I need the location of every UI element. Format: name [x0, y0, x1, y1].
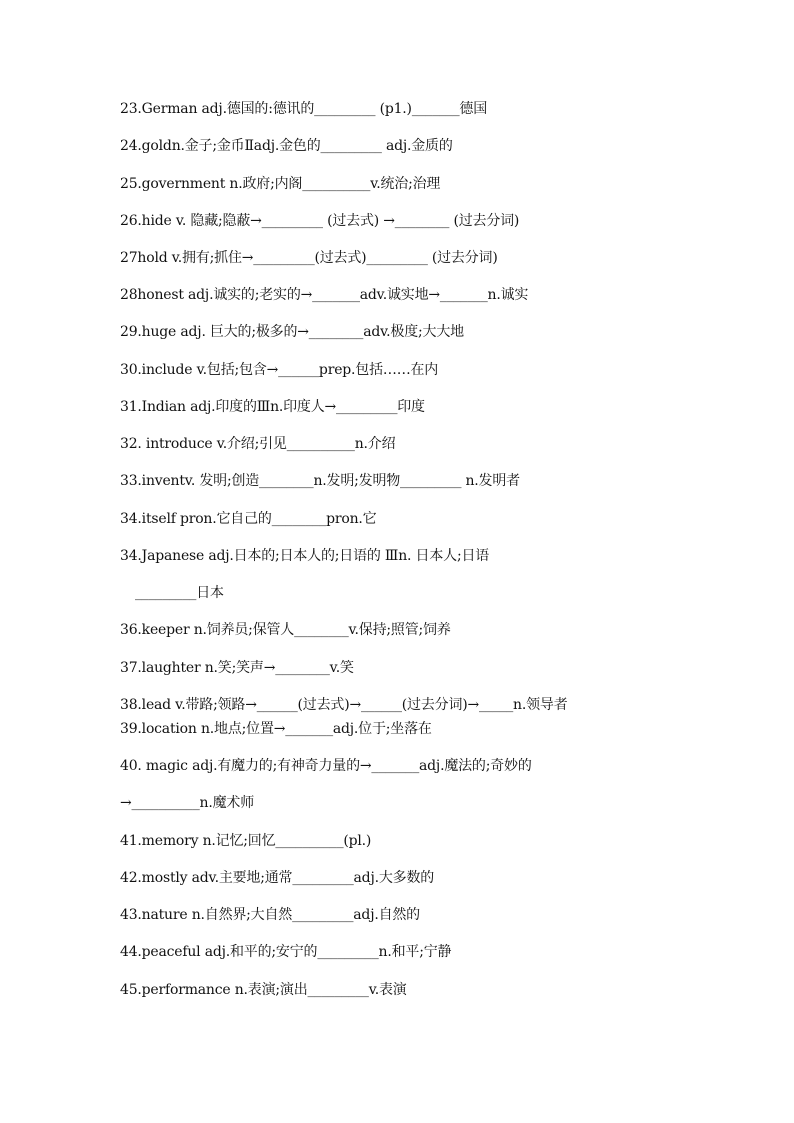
vocab-line-40: 40. magic adj.有魔力的;有神奇力量的→_______adj.魔法的;奇妙的: [120, 758, 532, 774]
vocab-line-23: 23.German adj.德国的:德讯的_________ (p1.)_______德国: [120, 101, 488, 117]
vocab-line-37: 37.laughter n.笑;笑声→________v.笑: [120, 660, 354, 676]
vocab-line-32: 32. introduce v.介绍;引见__________n.介绍: [120, 436, 396, 452]
vocab-line-42: 42.mostly adv.主要地;通常_________adj.大多数的: [120, 870, 435, 886]
vocab-line-31: 31.Indian adj.印度的Ⅲn.印度人→_________印度: [120, 399, 425, 415]
vocab-line-28: 28honest adj.诚实的;老实的→_______adv.诚实地→_______n.诚实: [120, 287, 529, 303]
vocab-line-36: 36.keeper n.饲养员;保管人________v.保持;照管;饲养: [120, 622, 451, 638]
vocab-line-38: 38.lead v.带路;领路→______(过去式)→______(过去分词)→_____n.领导者: [120, 697, 568, 713]
vocab-line-34b-continuation: _________日本: [135, 585, 224, 601]
vocab-line-44: 44.peaceful adj.和平的;安宁的_________n.和平;宁静: [120, 944, 452, 960]
vocab-line-27: 27hold v.拥有;抓住→_________(过去式)_________ (过去分词): [120, 250, 498, 266]
vocab-line-41: 41.memory n.记忆;回忆__________(pl.): [120, 833, 372, 849]
vocab-line-39: 39.location n.地点;位置→_______adj.位于;坐落在: [120, 721, 432, 737]
vocab-line-29: 29.huge adj. 巨大的;极多的→________adv.极度;大大地: [120, 324, 464, 340]
vocab-line-34b: 34.Japanese adj.日本的;日本人的;日语的 Ⅲn. 日本人;日语: [120, 548, 490, 564]
vocab-line-40-continuation: →__________n.魔术师: [120, 795, 254, 811]
vocab-line-24: 24.goldn.金子;金币Ⅱadj.金色的_________ adj.金质的: [120, 138, 453, 154]
vocab-line-33: 33.inventv. 发明;创造________n.发明;发明物_________ n.发明者: [120, 473, 520, 489]
vocab-line-34a: 34.itself pron.它自己的________pron.它: [120, 511, 377, 527]
vocab-line-30: 30.include v.包括;包含→______prep.包括……在内: [120, 362, 439, 378]
vocab-line-25: 25.government n.政府;内阁__________v.统治;治理: [120, 176, 441, 192]
vocab-line-43: 43.nature n.自然界;大自然_________adj.自然的: [120, 907, 420, 923]
vocab-line-26: 26.hide v. 隐藏;隐蔽→_________ (过去式) →________ (过去分词): [120, 213, 520, 229]
vocab-line-45: 45.performance n.表演;演出_________v.表演: [120, 982, 407, 998]
